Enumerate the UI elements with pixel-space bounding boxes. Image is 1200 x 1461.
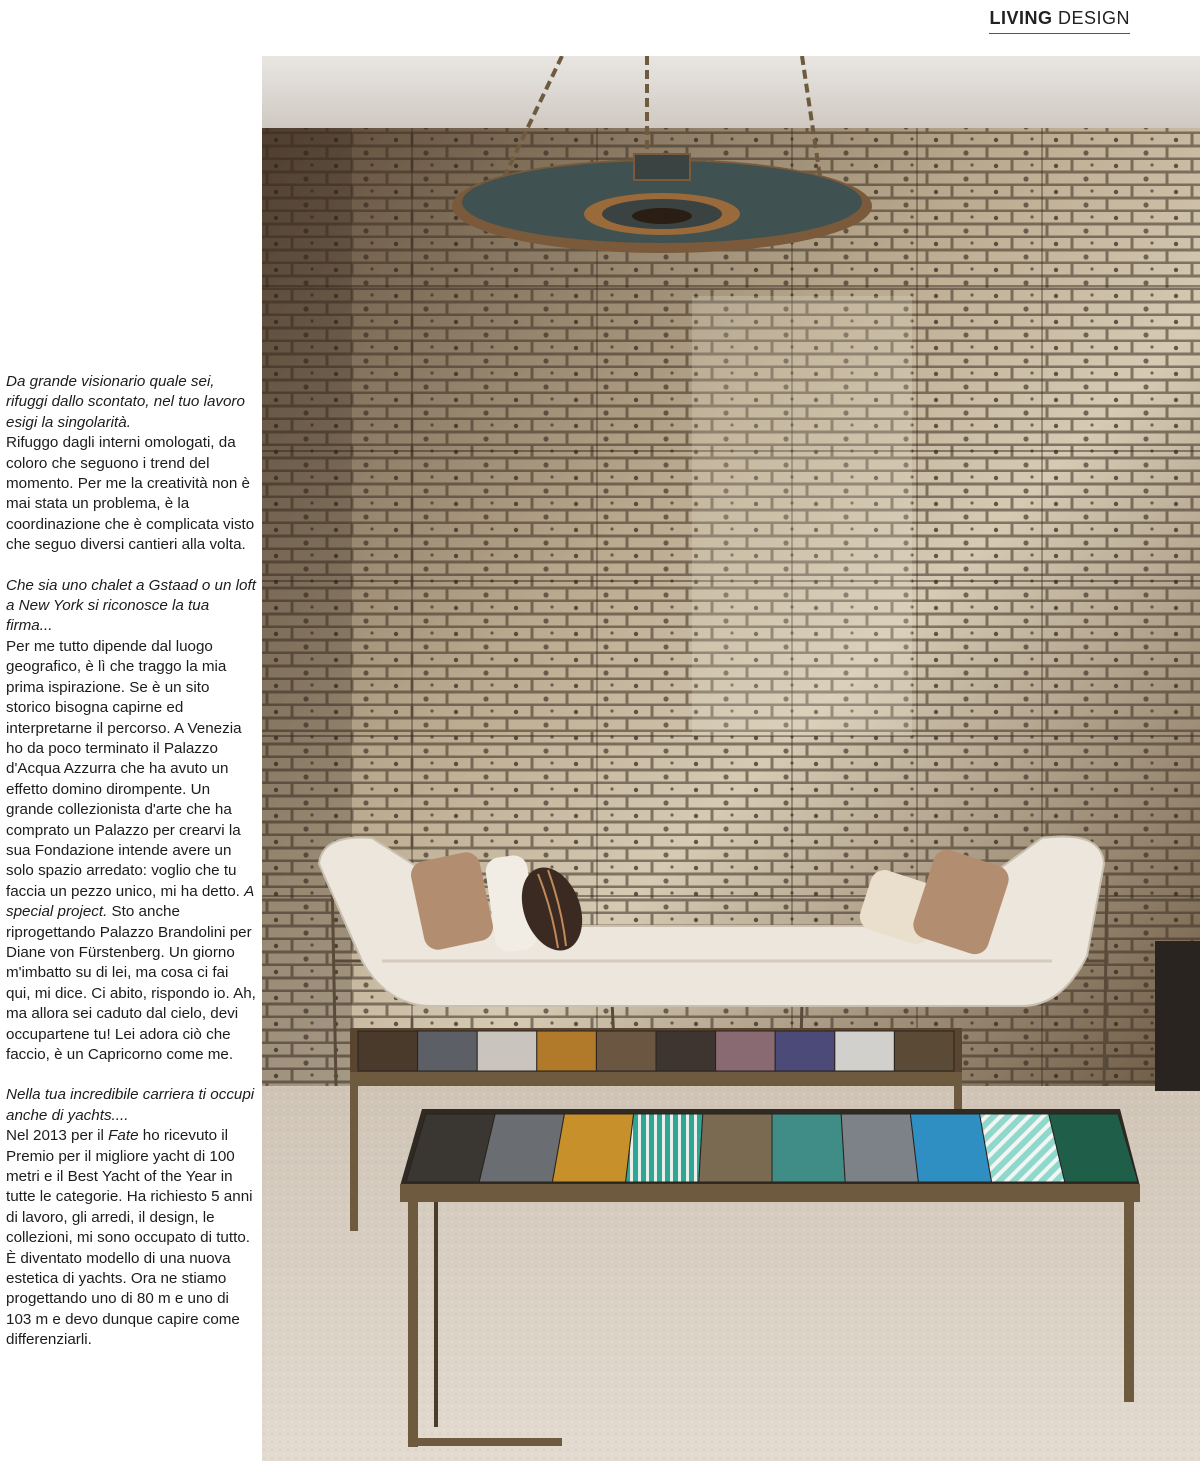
question-3: Nella tua incredibile carriera ti occupi anche di yachts.... (6, 1086, 255, 1124)
table-tile (716, 1031, 776, 1071)
section-label-living: LIVING (989, 8, 1053, 28)
front-table-tiles (406, 1114, 1138, 1182)
section-header (989, 8, 1130, 34)
back-table-tiles (358, 1031, 954, 1071)
ceiling (262, 56, 1200, 128)
table-tile (835, 1031, 895, 1071)
table-tile (537, 1031, 597, 1071)
table-tile (418, 1031, 478, 1071)
side-cube (1155, 941, 1200, 1091)
answer-3-part-1: Nel 2013 per il (6, 1127, 109, 1145)
table-tile (552, 1114, 633, 1182)
answer-3-part-2: ho ricevuto il Premio per il migliore yacht di 100 metri e il Best Yacht of the Year in tutte le categorie. Ha richiesto 5 anni di lavoro, gli arredi, il design, le collezioni, mi sono occupato di tutto. È diventato modello di una nuova estetica di yachts. Ora ne stiamo progettando uno di 80 m e uno di 103 m e devo dunque capire come differenziarli. (6, 1127, 253, 1349)
table-tile (656, 1031, 716, 1071)
table-tile (841, 1114, 918, 1182)
table-tile (477, 1031, 537, 1071)
table-tile (699, 1114, 772, 1182)
table-tile (626, 1114, 703, 1182)
answer-2-part-2: Sto anche riprogettando Palazzo Brandolini per Diane von Fürstenberg. Un giorno m'imbatto su di lei, ma cosa ci fai qui, mi dice. Ci abito, rispondo io. Ah, ma allora sei caduto dal cielo, devi occupartene tu! Lei adora ciò che faccio, è un Capricorno come me. (6, 903, 256, 1063)
table-tile (894, 1031, 954, 1071)
answer-2-italic: A special project. (6, 882, 254, 921)
table-tile (596, 1031, 656, 1071)
table-tile (775, 1031, 835, 1071)
section-label-design: DESIGN (1057, 8, 1130, 28)
paragraph-2 (6, 576, 256, 1066)
answer-1: Rifuggo dagli interni omologati, da coloro che seguono i trend del momento. Per me la creatività non è mai stata un problema, è la coordinazione che è complicata visto che seguo diversi cantieri alla volta. (6, 434, 255, 554)
interior-photo (262, 56, 1200, 1461)
paragraph-1 (6, 372, 256, 556)
question-1: Da grande visionario quale sei, rifuggi dallo scontato, nel tuo lavoro esigi la singolarità. (6, 373, 245, 431)
interior-photo-illustration (262, 56, 1200, 1461)
article-column (6, 372, 256, 1371)
paragraph-3 (6, 1085, 256, 1350)
question-2: Che sia uno chalet a Gstaad o un loft a New York si riconosce la tua firma... (6, 576, 256, 635)
table-tile (358, 1031, 418, 1071)
table-tile (910, 1114, 991, 1182)
answer-2-part-1: Per me tutto dipende dal luogo geografico, è lì che traggo la mia prima ispirazione. Se è un sito storico bisogna capirne ed interpretarne il percorso. A Venezia ho da poco terminato il Palazzo d'Acqua Azzurra che ha avuto un effetto domino dirompente. Un grande collezionista d'arte che ha comprato un Palazzo per crearvi la sua Fondazione intende avere un solo spazio arredato: voglio che tu faccia un pezzo unico, mi ha detto. (6, 637, 245, 900)
answer-3-italic: Fate (108, 1127, 139, 1145)
table-tile (772, 1114, 845, 1182)
